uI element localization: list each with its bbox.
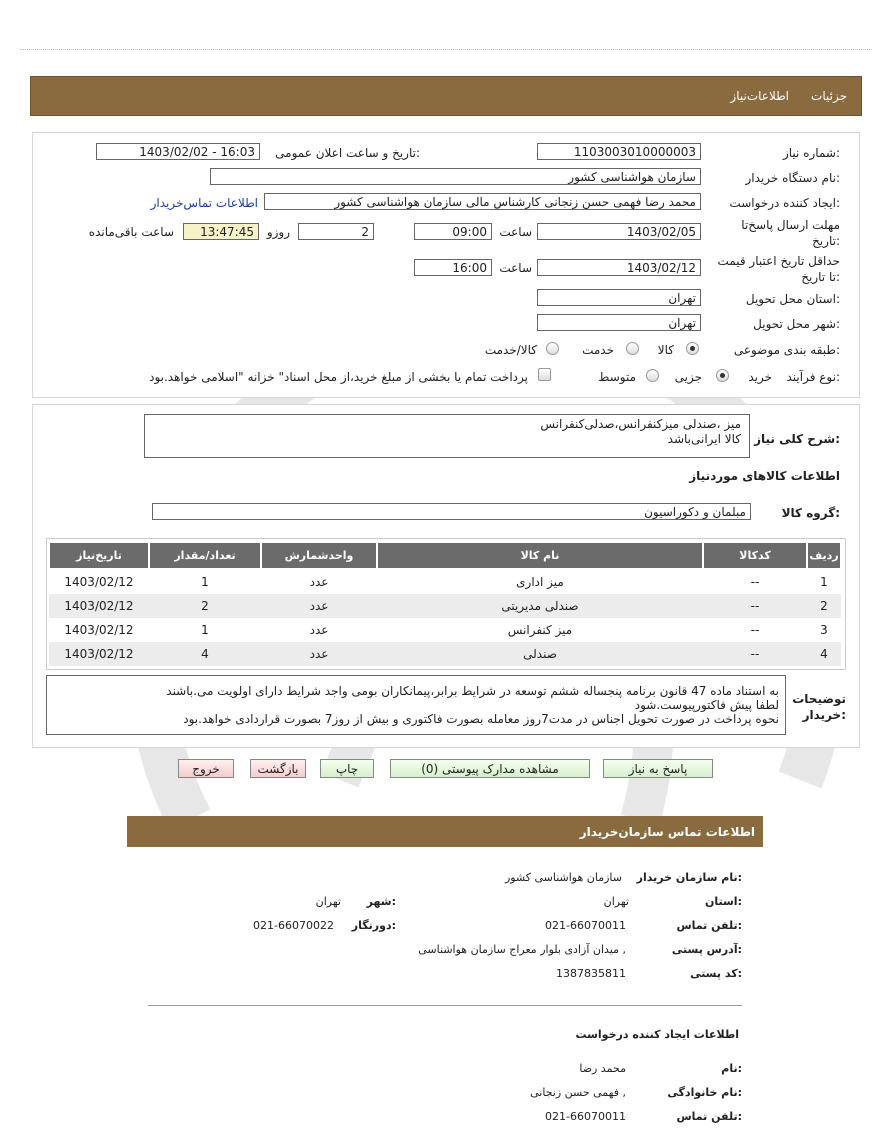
table-row <box>49 618 841 642</box>
deadline-label-line2: تاریخ: <box>812 234 840 248</box>
category-goods-label: کالا <box>657 343 674 357</box>
province-label: استان محل تحویل: <box>745 292 840 306</box>
cell-date: 1403/02/12 <box>49 618 149 642</box>
province-field: تهران <box>537 289 701 306</box>
cell-code: -- <box>703 642 807 666</box>
cell-name: میز کنفرانس <box>377 618 703 642</box>
creator-family-value: فهمی حسن زنجانی , <box>530 1086 626 1099</box>
buyer-notes-box <box>46 675 786 735</box>
days-field: 2 <box>298 223 374 240</box>
days-label: روزو <box>266 225 290 239</box>
cell-row: 2 <box>807 594 841 618</box>
category-goods-radio[interactable] <box>686 342 699 355</box>
description-line-1: میز ،صندلی میزکنفرانس،صدلی‌کنفرانس <box>540 417 741 431</box>
notes-line-3: نحوه پرداخت در صورت تحویل اجناس در مدت7روز معامله بصورت فاکتوری و بیش از روز7 بصورت قراردادی خواهد.بود <box>183 712 779 726</box>
creator-label: ایجاد کننده درخواست: <box>729 196 840 210</box>
cell-unit: عدد <box>261 594 377 618</box>
contact-province-value: تهران <box>603 895 629 908</box>
top-divider <box>20 49 872 50</box>
validity-time-label: ساعت <box>499 261 532 275</box>
creator-field: محمد رضا فهمی حسن زنجانی کارشناس مالی سازمان هواشناسی کشور <box>264 193 701 210</box>
buyer-notes-label-line1: توضیحات <box>792 692 846 706</box>
announce-date-field: 1403/02/02 - 16:03 <box>96 143 260 160</box>
cell-qty: 2 <box>149 594 261 618</box>
goods-info-title: اطلاعات کالاهای موردنیاز <box>689 469 840 483</box>
creator-family-label: نام خانوادگی: <box>667 1086 742 1099</box>
cell-qty: 1 <box>149 569 261 594</box>
cell-qty: 1 <box>149 618 261 642</box>
table-row <box>49 642 841 666</box>
cell-name: صندلی <box>377 642 703 666</box>
cell-row: 1 <box>807 569 841 594</box>
contact-phone-value: 021-66070011 <box>545 919 626 932</box>
cell-row: 3 <box>807 618 841 642</box>
deadline-time-label: ساعت <box>499 225 532 239</box>
exit-button[interactable]: خروج <box>178 759 234 778</box>
contact-divider <box>148 1005 742 1006</box>
table-row <box>49 594 841 618</box>
goods-group-label: گروه کالا: <box>781 506 840 520</box>
deadline-time-field: 09:00 <box>414 223 492 240</box>
col-qty-header: تعداد/مقدار <box>149 542 261 569</box>
description-line-2: کالا ایرانی‌باشد <box>667 432 741 446</box>
contact-fax-value: 021-66070022 <box>253 919 334 932</box>
contact-phone-label: تلفن تماس: <box>676 919 742 932</box>
contact-postal-label: کد پستی: <box>690 967 742 980</box>
notes-line-1: به استناد ماده 47 قانون برنامه پنجساله ششم توسعه در شرایط برابر،پیمانکاران بومی واجد شرایط دارای اولویت می.باشند <box>166 684 779 698</box>
cell-unit: عدد <box>261 569 377 594</box>
cell-date: 1403/02/12 <box>49 594 149 618</box>
contact-address-label: آدرس پستی: <box>671 943 742 956</box>
tab-details[interactable]: جزئیات <box>811 89 847 103</box>
creator-phone-label: تلفن تماس: <box>676 1110 742 1123</box>
treasury-payment-label: پرداخت تمام یا بخشی از مبلغ خرید،از محل اسناد" خزانه "اسلامی خواهد.بود <box>149 370 528 384</box>
print-button[interactable]: چاپ <box>320 759 374 778</box>
validity-time-field: 16:00 <box>414 259 492 276</box>
back-button[interactable]: بازگشت <box>250 759 306 778</box>
process-minor-radio[interactable] <box>716 369 729 382</box>
goods-table <box>48 541 842 666</box>
contact-postal-value: 1387835811 <box>556 967 626 980</box>
cell-code: -- <box>703 569 807 594</box>
process-medium-label: متوسط <box>598 370 636 384</box>
contact-city-label: شهر: <box>366 895 396 908</box>
city-field: تهران <box>537 314 701 331</box>
table-header-row <box>49 542 841 569</box>
contact-org-value: سازمان هواشناسی کشور <box>504 871 622 884</box>
category-label: طبقه بندی موضوعی: <box>733 343 840 357</box>
creator-phone-value: 021-66070011 <box>545 1110 626 1123</box>
buyer-notes-label-line2: خریدار: <box>802 708 846 722</box>
announce-date-label: تاریخ و ساعت اعلان عمومی: <box>275 146 420 160</box>
col-name-header: نام کالا <box>377 542 703 569</box>
contact-city-value: تهران <box>315 895 341 908</box>
need-number-label: شماره نیاز: <box>782 146 840 160</box>
deadline-date-field: 1403/02/05 <box>537 223 701 240</box>
contact-fax-label: دورنگار: <box>351 919 396 932</box>
cell-row: 4 <box>807 642 841 666</box>
treasury-payment-checkbox[interactable] <box>538 368 551 381</box>
cell-date: 1403/02/12 <box>49 642 149 666</box>
contact-province-label: استان: <box>704 895 742 908</box>
cell-name: صندلی مدیریتی <box>377 594 703 618</box>
process-medium-radio[interactable] <box>646 369 659 382</box>
col-date-header: تاریخ‌نیاز <box>49 542 149 569</box>
cell-code: -- <box>703 618 807 642</box>
general-description-label: شرح کلی نیاز: <box>754 432 840 446</box>
deadline-label-line1: مهلت ارسال پاسخ‌تا <box>741 218 840 232</box>
process-type-label: نوع فرآیند: <box>786 370 840 384</box>
cell-code: -- <box>703 594 807 618</box>
category-service-label: خدمت <box>582 343 614 357</box>
goods-group-field: مبلمان و دکوراسیون <box>152 503 751 520</box>
category-goods-service-label: کالا/خدمت <box>484 343 537 357</box>
tab-need-info[interactable]: اطلاعات‌نیاز <box>730 89 789 103</box>
contact-header-title: اطلاعات تماس سازمان‌خریدار <box>579 825 755 839</box>
category-goods-service-radio[interactable] <box>546 342 559 355</box>
cell-qty: 4 <box>149 642 261 666</box>
contact-org-label: نام سازمان خریدار: <box>636 871 742 884</box>
process-minor-label: جزیی <box>674 370 702 384</box>
validity-label-line1: حداقل تاریخ اعتبار قیمت <box>717 254 840 268</box>
contact-header-bar <box>127 816 763 847</box>
creator-name-label: نام: <box>721 1062 742 1075</box>
creator-info-title: اطلاعات ایجاد کننده درخواست <box>575 1028 739 1041</box>
buyer-org-label: نام دستگاه خریدار: <box>745 171 840 185</box>
need-number-field: 1103003010000003 <box>537 143 701 160</box>
city-label: شهر محل تحویل: <box>753 317 840 331</box>
remaining-time-field: 13:47:45 <box>183 223 259 240</box>
details-header-bar <box>30 76 862 116</box>
col-unit-header: واحدشمارش <box>261 542 377 569</box>
col-row-header: ردیف <box>807 542 841 569</box>
notes-line-2: لطفا پیش فاکتورپیوست.شود <box>634 698 779 712</box>
buyer-contact-link[interactable]: اطلاعات تماس‌خریدار <box>150 196 258 210</box>
process-buy-label: خرید <box>748 370 772 384</box>
remaining-time-label: ساعت باقی‌مانده <box>88 225 174 239</box>
view-attachments-button[interactable]: مشاهده مدارک پیوستی (0) <box>390 759 590 778</box>
reply-button[interactable]: پاسخ به نیاز <box>603 759 713 778</box>
cell-name: میز اداری <box>377 569 703 594</box>
general-description-box <box>144 414 750 458</box>
col-code-header: کدکالا <box>703 542 807 569</box>
creator-name-value: محمد رضا <box>579 1062 626 1075</box>
cell-unit: عدد <box>261 642 377 666</box>
table-row <box>49 569 841 594</box>
contact-address-value: میدان آزادی بلوار معراج سازمان هواشناسی , <box>418 943 626 956</box>
validity-date-field: 1403/02/12 <box>537 259 701 276</box>
cell-unit: عدد <box>261 618 377 642</box>
category-service-radio[interactable] <box>626 342 639 355</box>
validity-label-line2: تا تاریخ: <box>801 270 840 284</box>
buyer-org-field: سازمان هواشناسی کشور <box>210 168 701 185</box>
cell-date: 1403/02/12 <box>49 569 149 594</box>
